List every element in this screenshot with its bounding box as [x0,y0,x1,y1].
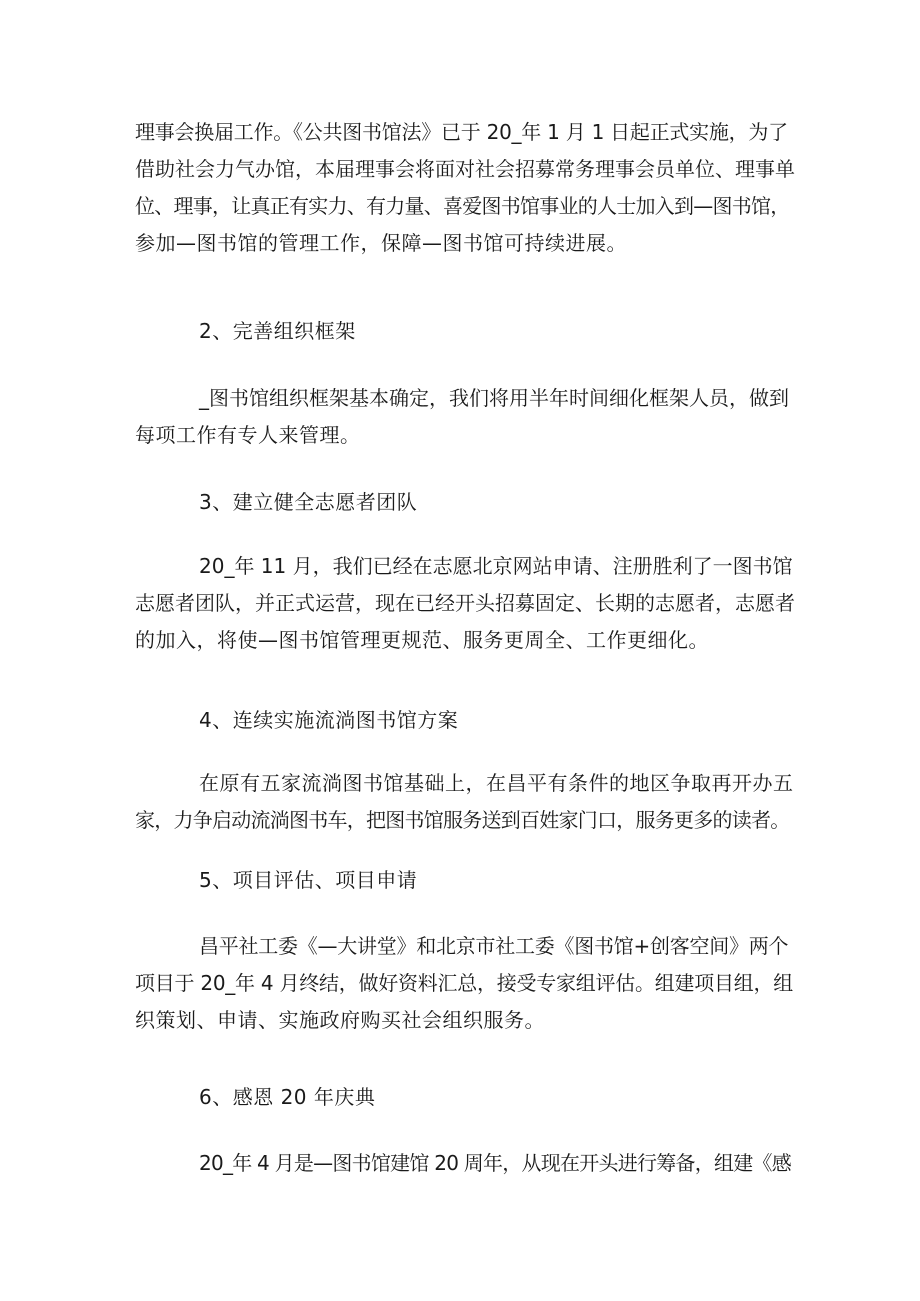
section-heading-3 [135,484,795,521]
text-line: 在原有五家流淌图书馆基础上，在昌平有条件的地区争取再开办五 [199,771,794,795]
text-line: 家，力争启动流淌图书车，把图书馆服务送到百姓家门口，服务更多的读者。 [135,808,790,832]
text-line: 志愿者团队，并正式运营，现在已经开头招募固定、长期的志愿者，志愿者 [135,591,795,615]
text-line: 20_年 11 月，我们已经在志愿北京网站申请、注册胜利了一图书馆 [199,554,793,578]
paragraph-anniversary [135,1145,795,1182]
section-heading-2 [135,313,795,350]
text-line: 20_年 4 月是—图书馆建馆 20 周年，从现在开头进行筹备，组建《感 [199,1151,792,1175]
text-line: 的加入，将使—图书馆管理更规范、服务更周全、工作更细化。 [135,628,709,652]
text-line: 项目于 20_年 4 月终结，做好资料汇总，接受专家组评估。组建项目组，组 [135,971,793,995]
heading-text: 3、建立健全志愿者团队 [199,490,418,514]
text-line: 昌平社工委《—大讲堂》和北京市社工委《图书馆+创客空间》两个 [199,934,789,958]
paragraph-project-evaluation [135,928,795,1039]
heading-text: 2、完善组织框架 [199,319,356,343]
heading-text: 5、项目评估、项目申请 [199,868,418,892]
text-line: 理事会换届工作。《公共图书馆法》已于 20_年 1 月 1 日起正式实施，为了 [135,120,788,144]
section-heading-6 [135,1079,795,1116]
text-line: 织策划、申请、实施政府购买社会组织服务。 [135,1008,545,1032]
section-heading-4 [135,702,795,739]
text-line: 位、理事，让真正有实力、有力量、喜爱图书馆事业的人士加入到—图书馆， [135,194,790,218]
paragraph-org-framework [135,380,795,454]
text-line: _图书馆组织框架基本确定，我们将用半年时间细化框架人员，做到 [199,386,789,410]
text-line: 每项工作有专人来管理。 [135,423,361,447]
heading-text: 4、连续实施流淌图书馆方案 [199,708,459,732]
text-line: 参加—图书馆的管理工作，保障—图书馆可持续进展。 [135,231,627,255]
paragraph-volunteer-team [135,548,795,659]
section-heading-5 [135,862,795,899]
paragraph-board-transition [135,114,795,262]
paragraph-mobile-library [135,765,795,839]
text-line: 借助社会力气办馆，本届理事会将面对社会招募常务理事会员单位、理事单 [135,157,795,181]
heading-text: 6、感恩 20 年庆典 [199,1085,376,1109]
